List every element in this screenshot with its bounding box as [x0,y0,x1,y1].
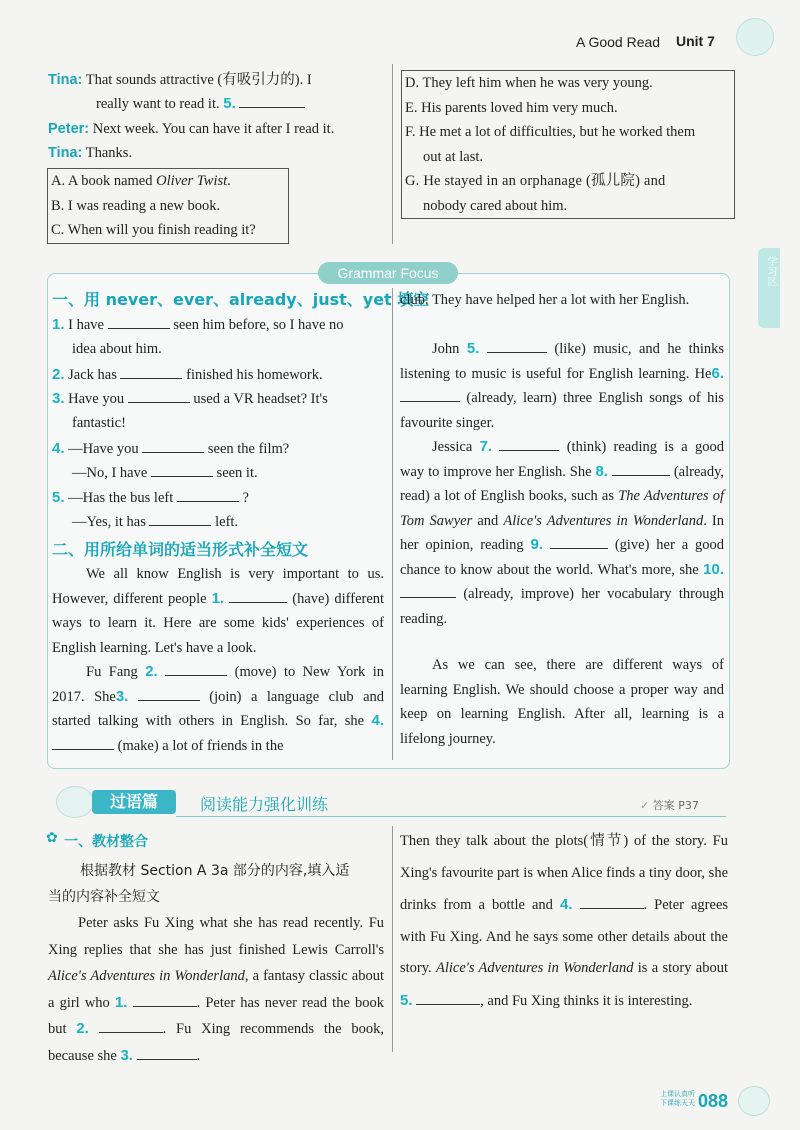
dialog-line-1: Tina: That sounds attractive (有吸引力的). I [48,72,312,88]
answer-blank[interactable] [487,338,547,353]
q-text: —Yes, it has [72,514,146,530]
passage-text: (join) a language club [209,688,354,705]
answer-blank[interactable] [550,534,608,549]
book-title: Alice's Adventures in Wonderland [48,968,245,984]
book-title: Alice's Adventures in [435,960,559,976]
passage-text: learning. He [638,365,712,382]
options-box-left [47,168,289,244]
answer-blank[interactable] [52,735,114,750]
q-text: seen it. [216,465,258,481]
option-c: C. When will you finish reading it? [51,222,256,238]
passage-right-p2 [400,337,724,435]
question-number: 10. [703,560,725,578]
answer-blank[interactable] [99,1018,163,1033]
q-text: I have [68,317,104,333]
question-number: 3. [115,687,129,705]
book-title: Alice's Adventures [503,512,612,529]
passage-right-p4 [400,653,724,751]
question-number: 2. [145,663,158,680]
answer-blank[interactable] [120,364,182,379]
section-tag: 过语篇 [92,790,176,814]
mascot-icon [736,18,774,56]
column-divider [392,64,393,244]
answer-ref [640,797,699,813]
question-number: 1. [114,993,128,1011]
option-a: A. A book named [51,173,153,189]
option-a-end: . [227,173,231,189]
answer-blank[interactable] [137,1045,197,1060]
passage-text: Xing thinks it is interesting. [530,992,693,1009]
passage-text: Carroll's [334,941,385,958]
passage-text: Peter agrees with Fu Xing. And he says some other [400,897,729,945]
passage-text: . Peter has [196,994,260,1011]
q-text: ? [242,490,249,506]
passage-text: (give) her a good chance to know [400,537,724,578]
footer-tag: 上课认真听 [660,1090,695,1098]
passage-text: about the world. What's more, she [497,561,699,578]
grammar-focus-banner: Grammar Focus [318,262,458,284]
passage-text: door, she drinks from a bottle and [400,864,729,913]
passage-text: Then they talk about the plots(情节) of the story. [400,833,707,849]
question-number: 5. [52,489,65,506]
q-text: —No, I have [72,465,148,481]
passage-text: , and Fu [480,992,528,1009]
passage-text: never read the book but [48,994,385,1037]
part2-title: 二、用所给单词的适当形式补全短文 [52,540,309,559]
passage-text: (move) to New York [234,664,366,680]
passage-left-p1 [52,562,384,660]
question-number: 1. [211,589,225,607]
mascot-icon [738,1086,770,1116]
question-number: 2. [52,366,65,383]
question-number: 5. [400,991,413,1009]
passage-text: . Fu Xing [162,1021,231,1037]
question-number: 4. [371,712,384,729]
dialog-text: Next week. You can have it after I read it. [92,121,335,137]
answer-ref-text: 答案 P37 [652,799,699,812]
question-number: 3. [52,390,65,407]
answer-blank[interactable] [151,462,213,477]
passage-left-p2 [52,660,384,758]
question-number: 5. [466,340,480,357]
passage-text: Fu Xing replies that she has just finished Lewis [48,915,385,958]
passage-text: is a lifelong journey. [400,706,725,747]
grammar-q5 [52,486,249,511]
passage-text: details about the story. [400,928,728,976]
passage-text: We all know English is very important to us. [86,566,384,582]
option-b: B. I was reading a new book. [51,197,221,214]
footer-tags [660,1090,700,1108]
dialog-line-4: Tina: Thanks. [48,145,133,161]
reading-right-passage: Then they talk about the plots(情节) of the story. Fu Xing's favourite part is when Alice finds a tiny door, she drinks from a bottle and 4. . Peter agrees with Fu Xing. And he says some other details about the story. Alice's Adventures in Wonderland is a story about 5. , and Fu Xing thinks it is interesting. [400,833,729,1009]
q-text: Jack has [68,367,117,383]
answer-blank[interactable] [142,438,204,453]
grammar-q3 [52,387,328,412]
passage-text: John [432,341,460,357]
option-g: G. He stayed in an orphanage (孤儿院) and [405,173,666,189]
check-icon: ✓ [640,799,650,812]
reading-left-passage: Peter asks Fu Xing what she has read recently. Fu Xing replies that she has just finished Lewis Carroll's Alice's Adventures in Wonderland, a fantasy classic about a girl who 1. . Peter has never read the book but 2. . Fu Xing recommends the book, because she 3. . [48,915,385,1064]
option-e: E. His parents loved him very much. [405,99,618,116]
answer-blank[interactable] [239,93,305,108]
grammar-q3-cont: fantastic! [72,415,126,431]
side-tab-label: 学习区 [765,256,776,286]
passage-text: reading. [400,610,448,627]
grammar-q2 [52,363,323,388]
passage-text: and [477,512,499,529]
passage-text: Jessica [432,439,473,455]
side-tab [758,248,780,328]
speaker-peter: Peter [48,121,85,137]
passage-text: different ways to learn it. Here are some kids' [52,590,385,631]
header-unit: Unit 7 [676,33,715,49]
answer-blank[interactable] [133,992,197,1007]
passage-text: in 2017. She [52,664,385,705]
dialog-text: That sounds attractive (有吸引力的). I [85,72,312,88]
passage-text: experiences of English learning. Let's have a look. [52,615,384,656]
passage-right-p3 [400,435,724,631]
option-f: F. He met a lot of difficulties, but he worked them [405,124,696,140]
dialog-line-3: Peter: Next week. You can have it after I read it. [48,121,335,137]
passage-text: and keep on learning English. After all, learning [400,681,725,722]
answer-blank[interactable] [149,511,211,526]
reading-divider [392,826,393,1052]
footer-tag: 下课练天天 [660,1099,695,1107]
answer-blank[interactable] [499,436,559,451]
instruction-2: 当的内容补全短文 [48,889,160,905]
option-a-title: Oliver Twist [156,173,228,189]
passage-text: she [344,713,365,729]
speaker-tina: Tina [48,145,78,161]
q-text: —Has the bus left [68,490,174,506]
answer-blank[interactable] [612,461,670,476]
passage-text: Fu Fang [86,664,138,680]
q-text: —Have you [68,441,139,457]
question-number: 6. [711,364,724,382]
answer-blank[interactable] [138,686,200,701]
book-title: Wonderland [563,960,634,976]
answer-blank[interactable] [165,661,227,676]
answer-blank[interactable] [416,990,480,1005]
passage-text: English songs of his favourite singer. [400,390,725,431]
answer-blank[interactable] [177,487,239,502]
instruction-1: 根据教材 Section A 3a 部分的内容,填入适 [80,863,350,879]
grammar-q1-cont: idea about him. [72,341,162,357]
question-number: 3. [120,1046,133,1064]
passage-text: and started talking with others in English. So far, [52,688,385,729]
passage-text: (think) reading is a [566,439,688,455]
passage-text: good way to improve her English. She [400,439,725,480]
grammar-q4-answer [72,461,258,486]
passage-text: . In her opinion, reading [400,512,725,553]
option-d: D. They left him when he was very young. [405,75,653,91]
part1-title: 一、用 never、ever、already、just、yet 填空 [52,290,430,309]
q-text: used a VR headset? It's [193,391,328,407]
dialog-line-2 [96,92,305,117]
question-number: 4. [52,440,65,457]
flower-icon: ✿ [46,831,58,846]
option-g-cont: nobody cared about him. [423,197,568,214]
question-number: 5. [223,95,236,112]
q-text: seen him before, so I have no [173,317,344,333]
grammar-q1 [52,313,344,338]
passage-text: English. [641,292,690,308]
passage-text: classic about a girl who [48,968,385,1011]
question-number: 4. [559,896,573,913]
q-text: finished his homework. [186,367,323,383]
passage-text: Fu Xing's favourite part is when Alice finds a tiny [400,833,728,881]
passage-text: thinks listening to music is useful for English [400,341,725,382]
passage-text: club. They have helped her a lot with her [400,292,638,308]
question-number: 1. [52,316,65,333]
passage-text: (already, read) a lot of English books, such as [400,463,725,504]
passage-right-p1 [400,288,724,313]
passage-text: is a story about [637,960,728,976]
passage-text: (have) [292,590,330,607]
option-f-cont: out at last. [423,148,484,165]
question-number: 8. [595,462,608,480]
dialog-text: Thanks. [85,145,133,161]
passage-text: (like) music, and he [554,341,682,357]
passage-text: recommends the book, because she [48,1021,384,1064]
section-rule [176,816,726,817]
page-number: 088 [698,1091,729,1111]
mascot-icon [56,786,94,818]
grammar-q4 [52,437,289,462]
passage-text: However, different people [52,590,207,607]
q-text: left. [215,514,239,530]
passage-text: , a fantasy [244,968,305,984]
question-number: 7. [479,438,493,455]
header-title: A Good Read [576,34,661,50]
answer-blank[interactable] [580,894,644,909]
passage-text: learning English. We should choose a proper way [400,681,698,698]
passage-text: (make) a lot of friends in the [117,737,284,754]
book-title: The Adventures of Tom Sawyer [400,488,724,529]
q-text: Have you [68,391,125,407]
grammar-divider [392,288,393,760]
passage-text: As we can see, there are different ways of [432,657,724,673]
answer-blank[interactable] [400,583,456,598]
dialog-text: really want to read it. [96,96,220,112]
grammar-q5-answer [72,510,238,535]
passage-text: Peter asks Fu Xing what she has read recently. [78,915,364,931]
question-number: 2. [76,1020,89,1037]
passage-text: (already, learn) three [466,390,593,406]
options-box-right [401,70,735,219]
book-title: in Wonderland [616,512,704,529]
answer-blank[interactable] [400,387,460,402]
section-title: 阅读能力强化训练 [200,795,329,814]
question-number: 9. [530,536,544,553]
answer-blank[interactable] [128,388,190,403]
reading-subtitle: 一、教材整合 [64,834,148,850]
passage-text: (already, improve) her vocabulary through [463,586,724,602]
speaker-tina: Tina [48,72,78,88]
answer-blank[interactable] [229,588,287,603]
answer-blank[interactable] [108,314,170,329]
q-text: seen the film? [207,441,290,457]
